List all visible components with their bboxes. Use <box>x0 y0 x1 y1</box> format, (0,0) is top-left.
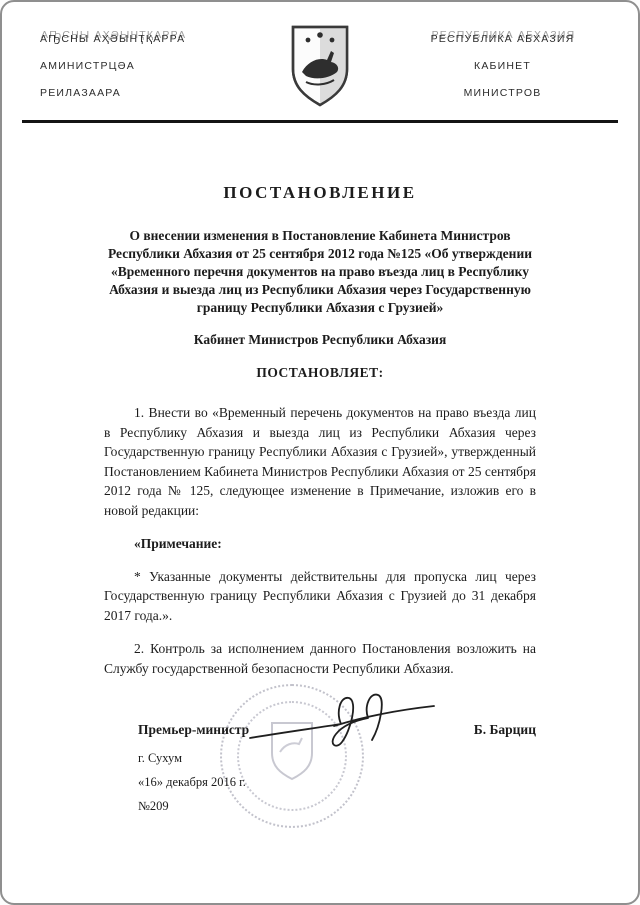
org-name-abkhaz-line1: АҦСНЫ АҲӘЫНҬҚАРРА <box>40 33 186 45</box>
letterhead-divider <box>22 120 618 123</box>
org-name-abkhaz-line3: РЕИЛАЗААРА <box>40 87 121 99</box>
org-name-abkhaz-line2: АМИНИСТРЦӘА <box>40 60 135 72</box>
handwritten-signature-icon <box>246 686 438 752</box>
signer-title: Премьер-министр <box>138 722 250 737</box>
org-name-russian-line3: МИНИСТРОВ <box>463 87 542 99</box>
note-text: * Указанные документы действительны для пропуска лиц через Государственную границу Республики Абхазия с Грузией до 31 декабря 2017 года.». <box>104 568 536 623</box>
signature-block <box>104 694 536 740</box>
letterhead-left-org <box>40 26 235 107</box>
issuer-line: Кабинет Министров Республики Абхазия <box>193 332 447 347</box>
note-heading: «Примечание: <box>134 535 222 551</box>
letterhead-right-org <box>405 26 600 107</box>
document-subject: О внесении изменения в Постановление Кабинета Министров Республики Абхазия от 25 сентября 2012 года №125 «Об утверждении «Временного перечня документов на право въезда лиц в Республику Абхазия и выезда лиц из Республики Абхазия через Государственную границу Республики Абхазия с Грузией» <box>107 228 532 315</box>
document-body <box>104 183 536 818</box>
footer-city: г. Сухум <box>138 751 183 765</box>
document-title: ПОСТАНОВЛЕНИЕ <box>223 183 417 202</box>
org-name-russian-line1: РЕСПУБЛИКА АБХАЗИЯ <box>430 33 575 45</box>
coat-of-arms-icon <box>288 24 352 108</box>
letterhead <box>2 2 638 108</box>
document-footer <box>104 746 536 818</box>
footer-number: №209 <box>138 799 169 813</box>
body-item-1: 1. Внести во «Временный перечень документов на право въезда лиц в Республику Абхазия и выезда лиц из Республики Абхазия через Государственную границу Республики Абхазия с Грузией», утвержденный Постановлением Кабинета Министров Республики Абхазия от 25 сентября 2012 года № 125, следующее изменение в Примечание, изложив его в новой редакции: <box>104 405 536 518</box>
footer-date: «16» декабря 2016 г. <box>138 775 246 789</box>
org-name-russian-line2: КАБИНЕТ <box>474 60 531 72</box>
body-item-2: 2. Контроль за исполнением данного Постановления возложить на Службу государственной безопасности Республики Абхазия. <box>104 641 536 676</box>
signer-name: Б. Барциц <box>473 722 536 737</box>
resolution-word: ПОСТАНОВЛЯЕТ: <box>256 365 384 380</box>
